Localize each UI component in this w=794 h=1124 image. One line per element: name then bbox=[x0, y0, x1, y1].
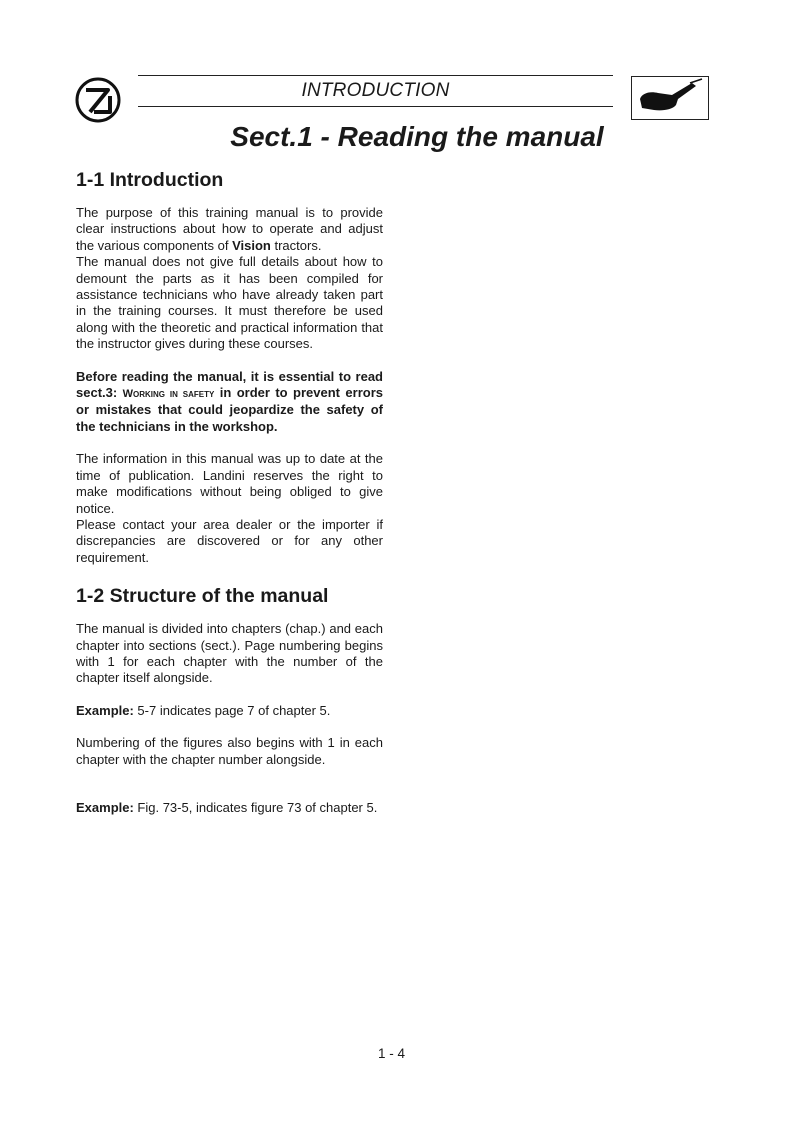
intro-paragraph-3: The information in this manual was up to date at the time of publication. Landini reserves the right to make modifications without being obliged to give notice. bbox=[76, 451, 383, 516]
heading-structure: 1-2 Structure of the manual bbox=[76, 585, 329, 608]
intro-paragraph-4: Please contact your area dealer or the importer if discrepancies are discovered or for any other requirement. bbox=[76, 516, 383, 565]
safety-warning: Before reading the manual, it is essential to read sect.3: Working in safety in order to prevent errors or mistakes that could jeopardize the safety of the technicians in the workshop. bbox=[76, 368, 383, 434]
heading-introduction: 1-1 Introduction bbox=[76, 169, 224, 191]
header-rule-top bbox=[138, 75, 613, 76]
hand-pointer-icon bbox=[631, 76, 709, 120]
text-column bbox=[76, 166, 383, 816]
intro-paragraph-1: The purpose of this training manual is to provide clear instructions about how to operate and adjust the various components of Vision tractors. bbox=[76, 205, 383, 253]
intro-paragraph-2: The manual does not give full details about how to demount the parts as it has been compiled for assistance technicians who have already taken part in the training courses. It must therefore be used along with the theoretic and practical information that the instructor gives during these courses. bbox=[76, 254, 383, 352]
example-1: Example: 5-7 indicates page 7 of chapter 5. bbox=[76, 702, 331, 718]
structure-paragraph-1: The manual is divided into chapters (chap.) and each chapter into sections (sect.). Page numbering begins with 1 for each chapter with the number of the chapter itself alongside. bbox=[76, 621, 383, 686]
header-title: INTRODUCTION bbox=[301, 80, 450, 101]
section-title: Sect.1 - Reading the manual bbox=[230, 121, 604, 152]
structure-paragraph-2: Numbering of the figures also begins with 1 in each chapter with the chapter number alongside. bbox=[76, 735, 383, 767]
landini-logo-icon bbox=[74, 76, 122, 124]
safety-section-ref: Working in safety bbox=[122, 388, 215, 401]
example-2: Example: Fig. 73-5, indicates figure 73 of chapter 5. bbox=[76, 799, 378, 815]
page-number: 1 - 4 bbox=[378, 1046, 406, 1061]
product-name: Vision bbox=[232, 237, 271, 253]
header-rule-bottom bbox=[138, 106, 613, 107]
